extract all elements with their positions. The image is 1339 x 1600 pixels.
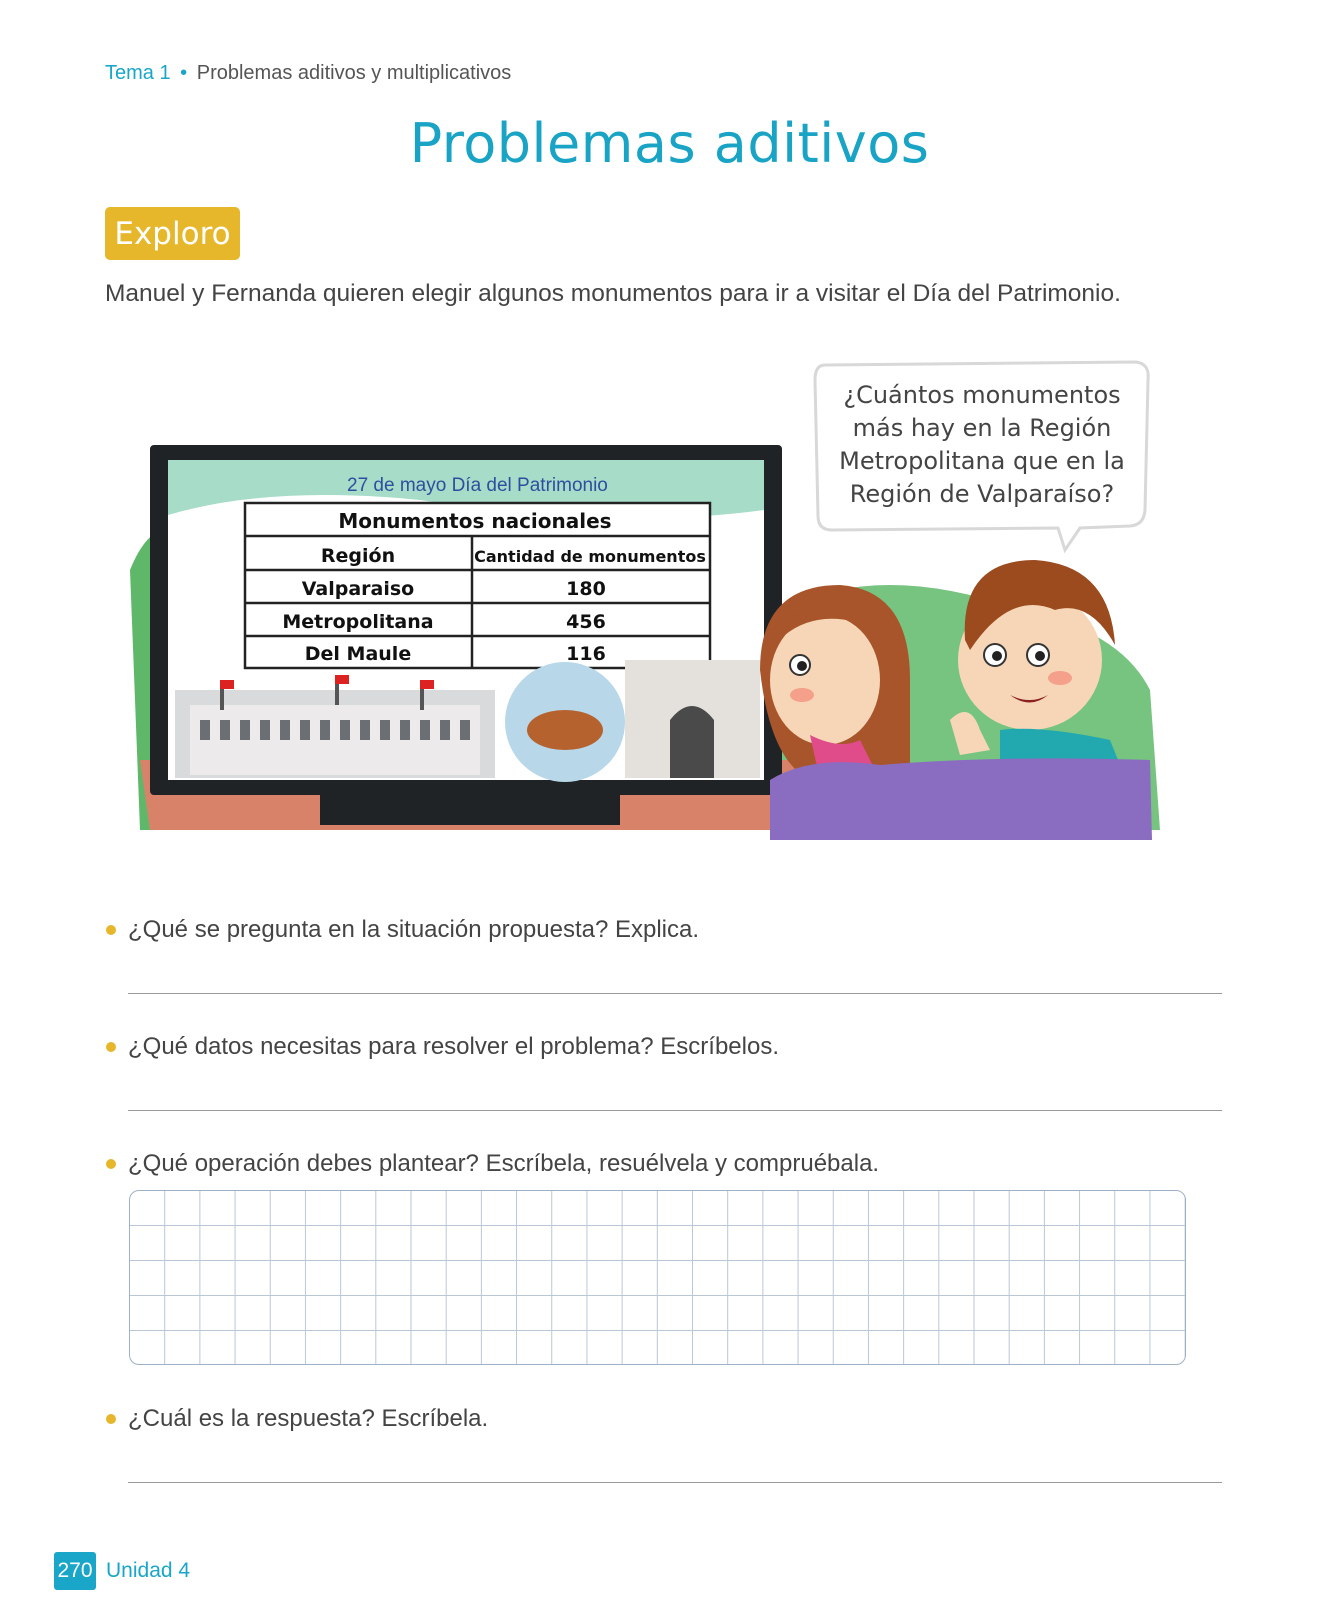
intro-text: Manuel y Fernanda quieren elegir algunos monumentos para ir a visitar el Día del Patrimonio. [105, 280, 1121, 307]
illustration [120, 360, 1200, 870]
tv-stand [320, 795, 620, 825]
question-text: ¿Cuál es la respuesta? Escríbela. [128, 1405, 489, 1432]
question-2 [106, 1033, 779, 1061]
bullet-icon [106, 925, 116, 935]
question-text: ¿Qué se pregunta en la situación propuesta? Explica. [128, 916, 700, 943]
sofa [770, 758, 1152, 840]
row-count: 180 [566, 578, 606, 600]
col-header-region: Región [320, 545, 396, 567]
unit-label: Unidad 4 [106, 1559, 191, 1582]
question-text: ¿Qué operación debes plantear? Escríbela, resuélvela y compruébala. [128, 1150, 880, 1177]
bullet-icon [106, 1159, 116, 1169]
answer-line-4[interactable] [128, 1482, 1222, 1483]
monuments-table [245, 503, 710, 668]
row-region: Del Maule [304, 643, 412, 665]
question-4 [106, 1405, 488, 1433]
col-header-count: Cantidad de monumentos [474, 547, 706, 566]
section-badge: Exploro [105, 207, 240, 260]
answer-line-2[interactable] [128, 1110, 1222, 1111]
speech-line: más hay en la Región [852, 414, 1112, 442]
speech-bubble [815, 362, 1148, 550]
table-title: Monumentos nacionales [338, 509, 612, 533]
page-number: 270 [54, 1552, 96, 1590]
question-1 [106, 916, 699, 944]
row-count: 116 [566, 643, 606, 665]
question-3 [106, 1150, 879, 1178]
answer-grid[interactable] [129, 1190, 1186, 1365]
speech-line: Metropolitana que en la [839, 447, 1125, 475]
bullet-icon [106, 1042, 116, 1052]
tv-caption: 27 de mayo Día del Patrimonio [347, 475, 608, 496]
row-count: 456 [566, 611, 606, 633]
girl-character [760, 585, 910, 780]
question-text: ¿Qué datos necesitas para resolver el problema? Escríbelos. [128, 1033, 779, 1060]
speech-line: ¿Cuántos monumentos [843, 381, 1121, 409]
page-title: Problemas aditivos [409, 112, 930, 175]
row-region: Valparaiso [301, 578, 415, 600]
topic-label: Tema 1 [105, 62, 171, 84]
bullet-icon [106, 1414, 116, 1424]
page-header [105, 62, 511, 85]
topic-subject: Problemas aditivos y multiplicativos [196, 62, 512, 84]
speech-line: Región de Valparaíso? [849, 480, 1115, 508]
header-separator: • [180, 62, 188, 84]
answer-line-1[interactable] [128, 993, 1222, 994]
row-region: Metropolitana [282, 611, 434, 633]
